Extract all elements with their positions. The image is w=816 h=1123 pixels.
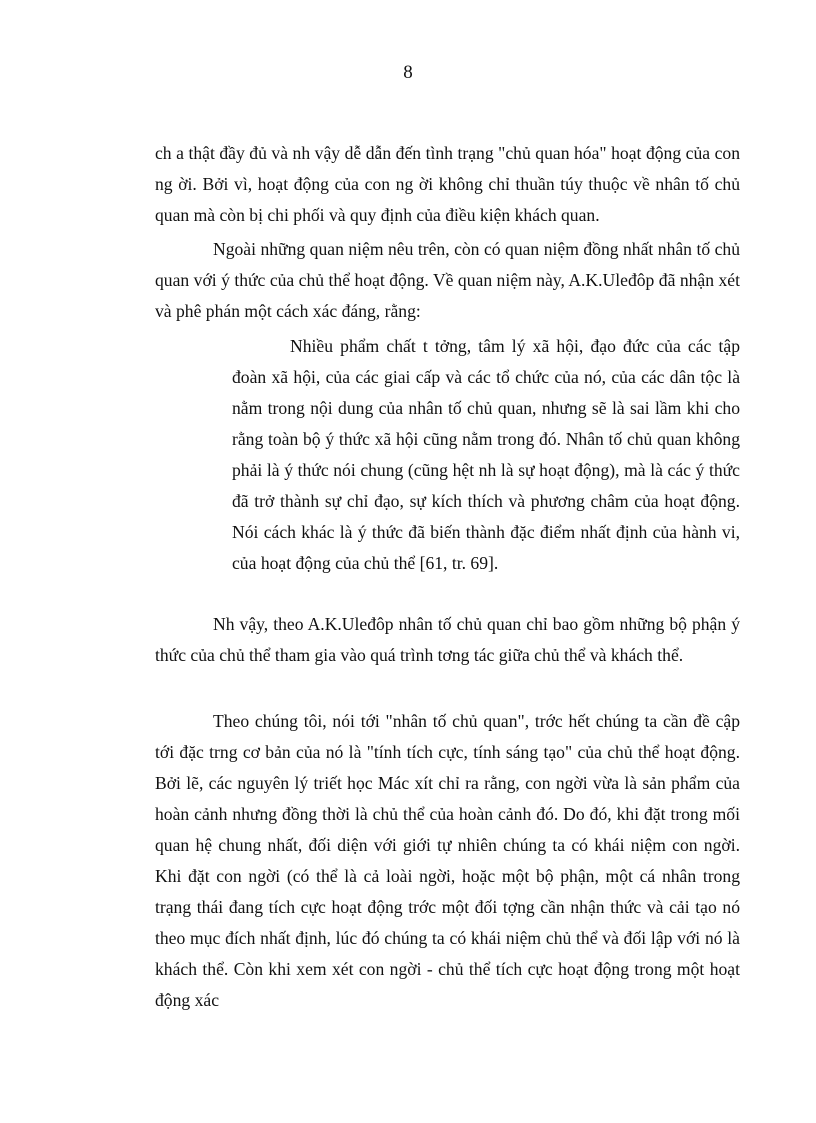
paragraph-uledop-summary: Nh vậy, theo A.K.Uleđôp nhân tố chủ quan chỉ bao gồm những bộ phận ý thức của chủ thể tham gia vào quá trình tơng tác giữa chủ thể và khách thể. [155,614,740,665]
paragraph-continuation: ch a thật đầy đủ và nh vậy dễ dẫn đến tình trạng "chủ quan hóa" hoạt động của con ng ời. Bởi vì, hoạt động của con ng ời không chỉ thuần túy thuộc về nhân tố chủ quan mà còn bị chi phối và quy định của điều kiện khách quan. [155,143,740,225]
block-quote-uledop: Nhiều phẩm chất t tởng, tâm lý xã hội, đạo đức của các tập đoàn xã hội, của các giai cấp và các tổ chức của nó, của các dân tộc là nằm trong nội dung của nhân tố chủ quan, nhưng sẽ là sai lầm khi cho rằng toàn bộ ý thức xã hội cũng nằm trong đó. Nhân tố chủ quan không phải là ý thức nói chung (cũng hệt nh là sự hoạt động), mà là các ý thức đã trở thành sự chỉ đạo, sự kích thích và phương châm của hoạt động. Nói cách khác là ý thức đã biến thành đặc điểm nhất định của hành vi, của hoạt động của chủ thể [61, tr. 69]. [232,336,740,573]
paragraph-author-view: Theo chúng tôi, nói tới "nhân tố chủ quan", trớc hết chúng ta cần đề cập tới đặc trng cơ bản của nó là "tính tích cực, tính sáng tạo" của chủ thể hoạt động. Bởi lẽ, các nguyên lý triết học Mác xít chỉ ra rằng, con ngời vừa là sản phẩm của hoàn cảnh nhưng đồng thời là chủ thể của hoàn cảnh đó. Do đó, khi đặt trong mối quan hệ chung nhất, đối diện với giới tự nhiên chúng ta có khái niệm con ngời. Khi đặt con ngời (có thể là cả loài ngời, hoặc một bộ phận, một cá nhân trong trạng thái đang tích cực hoạt động trớc một đối tợng cần nhận thức và cải tạo nó theo mục đích nhất định, lúc đó chúng ta có khái niệm chủ thể và đối lập với nó là khách thể. Còn khi xem xét con ngời - chủ thể tích cực hoạt động trong một hoạt động xác [155,711,740,1010]
paragraph-view-identity: Ngoài những quan niệm nêu trên, còn có quan niệm đồng nhất nhân tố chủ quan với ý thức của chủ thể hoạt động. Về quan niệm này, A.K.Uleđôp đã nhận xét và phê phán một cách xác đáng, rằng: [155,239,740,321]
page-number: 8 [403,62,413,83]
